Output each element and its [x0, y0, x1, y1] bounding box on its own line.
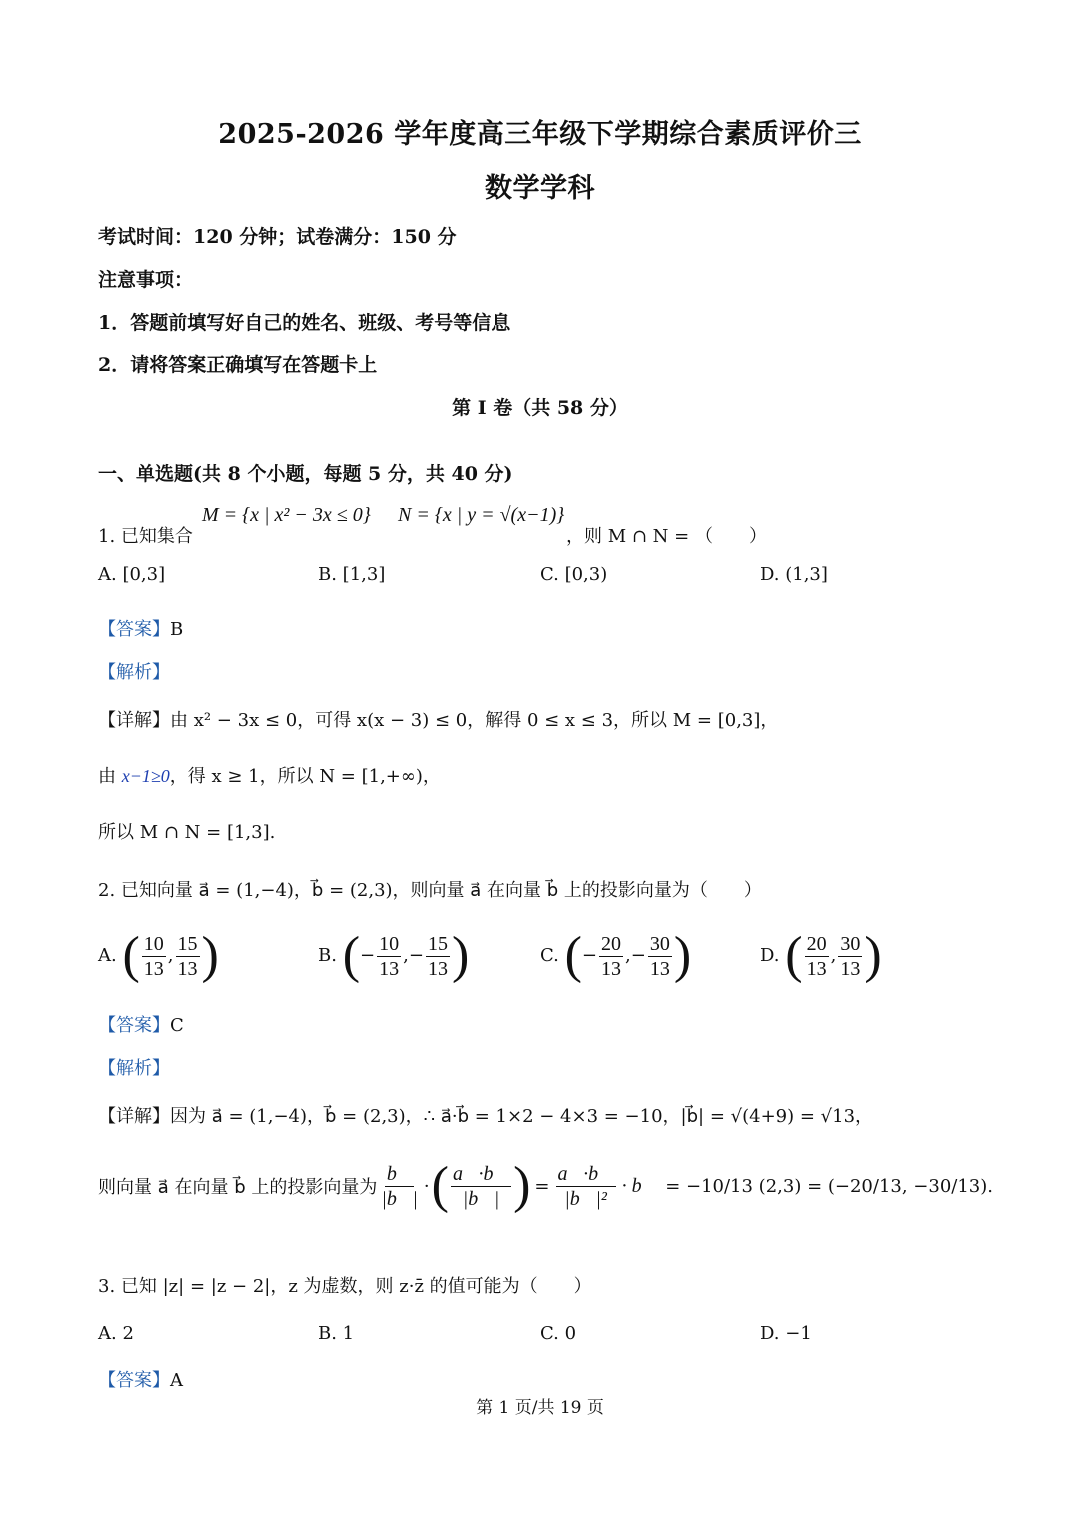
- q2-c-sign2: −: [630, 945, 646, 966]
- q2-c-frac1: [599, 932, 623, 981]
- q2-d-frac2: [838, 932, 862, 981]
- q2-c-num1: 20: [601, 932, 622, 955]
- q1-line2-suffix: ，得 x ≥ 1，所以 N = [1,+∞)，: [169, 766, 441, 787]
- q3-answer: [98, 1366, 183, 1392]
- detail-label: 【详解】: [98, 1106, 170, 1127]
- q2-c-den2: 13: [649, 957, 670, 980]
- answer-label: 【答案】: [98, 1370, 170, 1391]
- q2-stem: 2. 已知向量 a⃗ = (1,−4)，b⃗ = (2,3)，则向量 a⃗ 在向量 b⃗ 上的投影向量为（ ）: [98, 880, 762, 901]
- right-paren: ): [864, 927, 882, 984]
- q1-detail-line-1: [98, 706, 778, 732]
- q2-c-frac2: [648, 932, 672, 981]
- q2-scalar-frac: [451, 1162, 511, 1211]
- q1-detail-text-1: 由 x² − 3x ≤ 0，可得 x(x − 3) ≤ 0，解得 0 ≤ x ≤ 3，所以 M = [0,3]，: [170, 710, 779, 731]
- q1-option-d: D. (1,3]: [760, 564, 828, 585]
- q1-line2-prefix: 由: [98, 766, 122, 787]
- q2-proj-frac: [556, 1162, 616, 1211]
- q2-detail-line-2: [98, 1157, 993, 1214]
- q1-analysis-label: 【解析】: [98, 662, 170, 683]
- q1-line2-highlight: x−1≥0: [121, 766, 170, 786]
- q2-analysis-label: 【解析】: [98, 1058, 170, 1079]
- detail-label: 【详解】: [98, 710, 170, 731]
- q2-b-sign2: −: [408, 945, 424, 966]
- q3-answer-value: A: [170, 1370, 183, 1391]
- q2-d-num2: 30: [840, 932, 861, 955]
- left-paren: (: [342, 927, 361, 984]
- notice-title: 注意事项：: [98, 269, 194, 291]
- q1-stem-prefix: 1. 已知集合: [98, 526, 193, 547]
- right-paren: ): [201, 927, 219, 984]
- q2-answer-value: C: [170, 1015, 184, 1036]
- volume-heading: 第 I 卷（共 58 分）: [452, 397, 628, 419]
- q2-b-sign1: −: [360, 945, 376, 966]
- page-footer: 第 1 页/共 19 页: [476, 1398, 604, 1418]
- q1-set-n: N = {x | y = √(x−1)}: [398, 504, 565, 526]
- right-paren: ): [451, 927, 470, 984]
- dot-operator: ·: [423, 1175, 430, 1197]
- q2-a-num1: 10: [143, 932, 164, 955]
- q2-option-c: C. (− $\frac{20}{13}$ ,− $\frac{30}{13}$ ): [540, 927, 692, 984]
- q2-d-num1: 20: [806, 932, 827, 955]
- q3-option-a: A. 2: [98, 1323, 134, 1344]
- q2-d-den2: 13: [840, 957, 861, 980]
- answer-label: 【答案】: [98, 1015, 170, 1036]
- equals-sign: =: [534, 1175, 550, 1197]
- q2-b-den1: 13: [379, 957, 400, 980]
- q2-unit-den: |b⃗|: [381, 1187, 418, 1210]
- q3-option-d: D. −1: [760, 1323, 812, 1344]
- notice-item-1: 1．答题前填写好自己的姓名、班级、考号等信息: [98, 312, 511, 334]
- q2-c-sign1: −: [581, 945, 598, 966]
- q2-option-d: D. ( $\frac{20}{13}$ , $\frac{30}{13}$ ): [760, 927, 882, 984]
- q2-proj-den: |b⃗|²: [564, 1187, 607, 1210]
- q1-set-m: M = {x | x² − 3x ≤ 0}: [202, 504, 371, 526]
- q2-option-a: A. ( $\frac{10}{13}$ , $\frac{15}{13}$ ): [98, 927, 219, 984]
- q2-b-frac2: [426, 932, 450, 981]
- q2-scalar-num: a⃗·b⃗: [452, 1162, 510, 1185]
- q2-detail-line-1: [98, 1102, 873, 1128]
- q2-option-b-letter: B.: [318, 945, 337, 966]
- left-paren: (: [564, 927, 582, 984]
- q2-b-num1: 10: [379, 932, 400, 955]
- part-title: 一、单选题(共 8 个小题，每题 5 分，共 40 分): [98, 463, 513, 485]
- q2-a-den1: 13: [143, 957, 164, 980]
- q1-detail-line-3: 所以 M ∩ N = [1,3].: [98, 822, 276, 843]
- q2-a-frac1: [142, 932, 166, 981]
- q3-option-b: B. 1: [318, 1323, 355, 1344]
- q2-a-frac2: [176, 932, 200, 981]
- left-paren: (: [785, 927, 803, 984]
- q2-option-d-letter: D.: [760, 945, 780, 966]
- answer-label: 【答案】: [98, 619, 170, 640]
- q2-scalar-den: |b⃗|: [462, 1187, 500, 1210]
- q1-stem-suffix: ，则 M ∩ N = （ ）: [566, 526, 767, 547]
- notice-item-2: 2．请将答案正确填写在答题卡上: [98, 354, 378, 376]
- left-paren: (: [431, 1157, 449, 1214]
- q2-a-den2: 13: [177, 957, 198, 980]
- q2-unit-num: b⃗: [386, 1162, 413, 1185]
- q2-option-a-letter: A.: [98, 945, 117, 966]
- right-paren: ): [513, 1157, 531, 1214]
- q2-a-num2: 15: [177, 932, 198, 955]
- q2-b-den2: 13: [427, 957, 448, 980]
- q2-line2-math: = −10/13 (2,3) = (−20/13, −30/13).: [665, 1175, 993, 1197]
- q2-detail-text-1: 因为 a⃗ = (1,−4)，b⃗ = (2,3)，∴ a⃗·b⃗ = 1×2 − 4×3 = −10，|b⃗| = √(4+9) = √13，: [170, 1106, 874, 1127]
- q2-line2-prefix: 则向量 a⃗ 在向量 b⃗ 上的投影向量为: [98, 1177, 378, 1198]
- q2-answer: [98, 1011, 184, 1037]
- q1-answer: [98, 615, 183, 641]
- right-paren: ): [673, 927, 692, 984]
- q1-option-b: B. [1,3]: [318, 564, 386, 585]
- left-paren: (: [122, 927, 140, 984]
- q1-option-a: A. [0,3]: [98, 564, 166, 585]
- q2-c-den1: 13: [601, 957, 622, 980]
- q2-proj-num: a⃗·b⃗: [557, 1162, 614, 1185]
- subject-title: 数学学科: [485, 173, 595, 204]
- q2-b-num2: 15: [427, 932, 448, 955]
- q2-b-vector: · b⃗: [621, 1174, 658, 1197]
- q2-d-den1: 13: [806, 957, 827, 980]
- q2-c-num2: 30: [649, 932, 670, 955]
- q2-option-c-letter: C.: [540, 945, 559, 966]
- q2-b-frac1: [377, 932, 401, 981]
- q2-unit-vector-frac: [379, 1162, 420, 1211]
- q1-option-c: C. [0,3): [540, 564, 608, 585]
- q2-d-frac1: [805, 932, 829, 981]
- q1-detail-line-2: [98, 762, 441, 788]
- exam-info: 考试时间：120 分钟；试卷满分：150 分: [98, 226, 457, 248]
- q3-option-c: C. 0: [540, 1323, 577, 1344]
- q1-answer-value: B: [170, 619, 184, 640]
- exam-title: 2025-2026 学年度高三年级下学期综合素质评价三: [218, 119, 862, 150]
- q3-stem: 3. 已知 |z| = |z − 2|，z 为虚数，则 z·z̄ 的值可能为（ ）: [98, 1276, 592, 1297]
- q2-option-b: B. (− $\frac{10}{13}$ ,− $\frac{15}{13}$ ): [318, 927, 470, 984]
